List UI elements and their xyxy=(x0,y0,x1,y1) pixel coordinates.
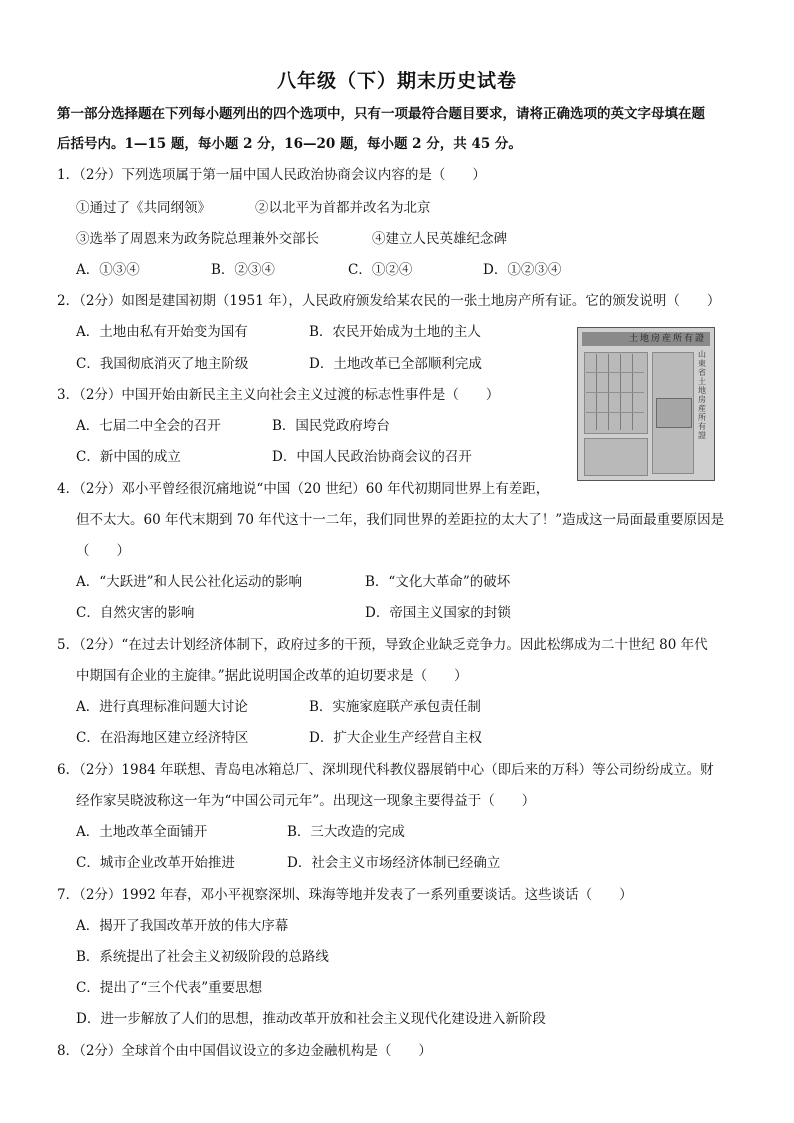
question-6-option-b[interactable]: B．三大改造的完成 xyxy=(287,824,405,840)
question-4-option-d[interactable]: D．帝国主义国家的封锁 xyxy=(365,605,511,621)
question-7-option-b[interactable]: B．系统提出了社会主义初级阶段的总路线 xyxy=(76,949,329,965)
land-deed-side-text: 山東省土地房産所有證 xyxy=(698,350,706,440)
question-4-option-a[interactable]: A．“大跃进”和人民公社化运动的影响 xyxy=(76,574,303,590)
question-5-option-b[interactable]: B．实施家庭联产承包责任制 xyxy=(309,699,481,715)
question-7-option-c[interactable]: C．提出了“三个代表”重要思想 xyxy=(76,980,263,996)
question-1-option-c[interactable]: C．①②④ xyxy=(348,262,413,278)
question-7-option-a[interactable]: A．揭开了我国改革开放的伟大序幕 xyxy=(76,918,289,934)
question-6-stem-1: 6．（2分）1984 年联想、青岛电冰箱总厂、深圳现代科教仪器展销中心（即后来的万科）等公司纷纷成立。财 xyxy=(57,762,714,778)
question-3-option-a[interactable]: A．七届二中全会的召开 xyxy=(76,418,221,434)
question-5-stem-2: 中期国有企业的主旋律。”据此说明国企改革的迫切要求是（ ） xyxy=(76,668,468,684)
question-3-option-b[interactable]: B．国民党政府垮台 xyxy=(272,418,390,434)
land-deed-header: 土地房産所有證 xyxy=(582,332,710,346)
question-3-stem: 3．（2分）中国开始由新民主主义向社会主义过渡的标志性事件是（ ） xyxy=(57,387,500,403)
question-2-stem: 2．（2分）如图是建国初期（1951 年），人民政府颁发给某农民的一张土地房产所有证。它的颁发说明（ ） xyxy=(57,293,721,309)
question-2-option-a[interactable]: A．土地由私有开始变为国有 xyxy=(76,324,248,340)
question-6-option-a[interactable]: A．土地改革全面铺开 xyxy=(76,824,208,840)
question-4-stem-3: （ ） xyxy=(76,543,130,559)
question-1-item-1: ①通过了《共同纲领》 xyxy=(76,200,211,216)
question-5-stem-1: 5．（2分）“在过去计划经济体制下，政府过多的干预，导致企业缺乏竞争力。因此松绑成为二十世纪 80 年代 xyxy=(57,637,708,653)
question-1-item-2: ②以北平为首都并改名为北京 xyxy=(255,200,431,216)
question-1-option-d[interactable]: D．①②③④ xyxy=(483,262,562,278)
deed-lower-panel xyxy=(584,438,648,476)
question-4-option-b[interactable]: B．“文化大革命”的破坏 xyxy=(365,574,511,590)
question-1-option-a[interactable]: A．①③④ xyxy=(76,262,140,278)
question-7-stem: 7．（2分）1992 年春，邓小平视察深圳、珠海等地并发表了一系列重要谈话。这些谈话（ ） xyxy=(57,887,633,903)
question-5-option-a[interactable]: A．进行真理标准问题大讨论 xyxy=(76,699,248,715)
instructions-line-2: 后括号内。1—15 题，每小题 2 分，16—20 题，每小题 2 分，共 45 分。 xyxy=(57,136,522,152)
deed-table-panel xyxy=(584,352,648,434)
question-5-option-d[interactable]: D．扩大企业生产经营自主权 xyxy=(309,730,482,746)
question-1-item-3: ③选举了周恩来为政务院总理兼外交部长 xyxy=(76,231,319,247)
question-4-stem-1: 4．（2分）邓小平曾经很沉痛地说“中国（20 世纪）60 年代初期同世界上有差距， xyxy=(57,481,550,497)
deed-seal xyxy=(656,398,692,428)
question-4-stem-2: 但不太大。60 年代末期到 70 年代这十一二年，我们同世界的差距拉的太大了！”造成这一局面最重要原因是 xyxy=(76,512,725,528)
question-5-option-c[interactable]: C．在沿海地区建立经济特区 xyxy=(76,730,249,746)
question-2-option-d[interactable]: D．土地改革已全部顺利完成 xyxy=(309,356,482,372)
question-1-option-b[interactable]: B．②③④ xyxy=(211,262,275,278)
question-8-stem: 8．（2分）全球首个由中国倡议设立的多边金融机构是（ ） xyxy=(57,1043,432,1059)
question-6-option-c[interactable]: C．城市企业改革开始推进 xyxy=(76,855,235,871)
question-7-option-d[interactable]: D．进一步解放了人们的思想，推动改革开放和社会主义现代化建设进入新阶段 xyxy=(76,1011,546,1027)
question-6-stem-2: 经作家吴晓波称这一年为“中国公司元年”。出现这一现象主要得益于（ ） xyxy=(76,793,536,809)
question-1-stem: 1．（2分）下列选项属于第一届中国人民政治协商会议内容的是（ ） xyxy=(57,167,486,183)
question-4-option-c[interactable]: C．自然灾害的影响 xyxy=(76,605,195,621)
question-3-option-d[interactable]: D．中国人民政治协商会议的召开 xyxy=(272,449,472,465)
page-title: 八年级（下）期末历史试卷 xyxy=(276,70,517,92)
question-6-option-d[interactable]: D．社会主义市场经济体制已经确立 xyxy=(287,855,501,871)
question-1-item-4: ④建立人民英雄纪念碑 xyxy=(372,231,507,247)
land-deed-image xyxy=(577,327,715,481)
question-2-option-c[interactable]: C．我国彻底消灭了地主阶级 xyxy=(76,356,249,372)
question-3-option-c[interactable]: C．新中国的成立 xyxy=(76,449,181,465)
instructions-line-1: 第一部分选择题在下列每小题列出的四个选项中，只有一项最符合题目要求，请将正确选项的英文字母填在题 xyxy=(57,106,705,122)
question-2-option-b[interactable]: B．农民开始成为土地的主人 xyxy=(309,324,481,340)
